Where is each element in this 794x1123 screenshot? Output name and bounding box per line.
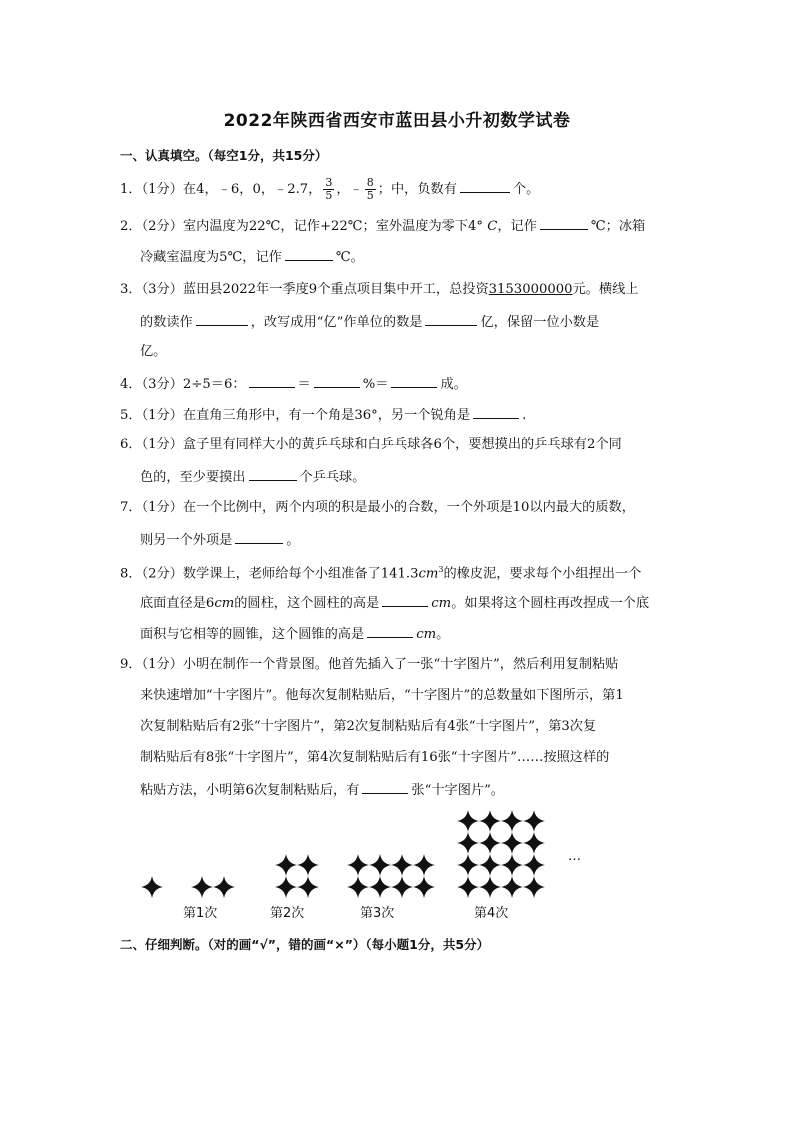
- answer-blank[interactable]: [425, 312, 477, 326]
- cross-image-icon: [457, 876, 479, 898]
- answer-blank[interactable]: [473, 405, 519, 419]
- question-8-line-2: 底面直径是6cm的圆柱，这个圆柱的高是 cm。如果将这个圆柱再改捏成一个底: [140, 593, 649, 613]
- cross-image-icon: [457, 832, 479, 854]
- question-9-line-1: 9．（1分）小明在制作一个背景图。他首先插入了一张“十字图片”，然后利用复制粘贴: [120, 657, 619, 672]
- cross-image-icon: [275, 876, 297, 898]
- figure-ellipsis: …: [568, 849, 581, 864]
- cross-image-icon: [347, 876, 369, 898]
- question-1: 1．（1分）在4，﹣6，0，﹣2.7， $\frac{3}{5}$ ，﹣ $\frac{8}{5}$ ；中，负数有 个。: [120, 176, 540, 202]
- figure-label-4: 第4次: [474, 906, 509, 921]
- cross-image-icon: [275, 854, 297, 876]
- figure-label-2: 第2次: [270, 906, 305, 921]
- answer-blank[interactable]: [460, 179, 510, 193]
- answer-blank[interactable]: [196, 312, 248, 326]
- cross-image-icon: [413, 876, 435, 898]
- answer-blank[interactable]: [367, 624, 413, 638]
- question-3-line-2: 的数读作 ，改写成用“亿”作单位的数是 亿，保留一位小数是: [140, 312, 599, 332]
- cross-image-icon: [479, 854, 501, 876]
- cross-image-icon: [457, 854, 479, 876]
- answer-blank[interactable]: [362, 780, 408, 794]
- fraction-8-5: $\frac{8}{5}$: [366, 176, 374, 202]
- cross-image-icon: [347, 854, 369, 876]
- section-2-heading: 二、仔细判断。（对的画“√”，错的画“×”）（每小题1分，共5分）: [120, 937, 490, 952]
- cross-image-icon: [369, 876, 391, 898]
- cross-image-icon: [391, 854, 413, 876]
- question-5: 5．（1分）在直角三角形中，有一个角是36°，另一个锐角是 .: [120, 405, 526, 425]
- question-3-line-1: 3．（3分）蓝田县2022年一季度9个重点项目集中开工，总投资3153000000元。横线上: [120, 282, 639, 297]
- cross-image-icon: [479, 876, 501, 898]
- cross-images: [141, 810, 545, 898]
- cross-image-icon: [213, 876, 235, 898]
- cross-pattern-figure: [138, 805, 588, 930]
- q1-text: 1．（1分）在4，﹣6，0，﹣2.7，: [120, 182, 322, 197]
- question-9-line-3: 次复制粘贴后有2张“十字图片”，第2次复制粘贴后有4张“十字图片”，第3次复: [140, 719, 597, 734]
- answer-blank[interactable]: [235, 530, 283, 544]
- cross-image-icon: [413, 854, 435, 876]
- cross-image-icon: [369, 854, 391, 876]
- cross-image-icon: [141, 876, 163, 898]
- question-8-line-1: 8．（2分）数学课上，老师给每个小组准备了$141.3cm^3$的橡皮泥，要求每个小组捏出一个: [120, 565, 642, 582]
- question-2-line-2: 冷藏室温度为5℃，记作 ℃。: [140, 247, 364, 267]
- question-7-line-1: 7．（1分）在一个比例中，两个内项的积是最小的合数，一个外项是10以内最大的质数，: [120, 500, 635, 515]
- question-3-line-3: 亿。: [140, 344, 167, 359]
- question-7-line-2: 则另一个外项是 。: [140, 530, 300, 550]
- question-6-line-2: 色的，至少要摸出 个乒乓球。: [140, 467, 365, 487]
- cross-image-icon: [501, 854, 523, 876]
- cross-image-icon: [523, 876, 545, 898]
- answer-blank[interactable]: [540, 216, 588, 230]
- question-9-line-5: 粘贴方法，小明第6次复制粘贴后，有 张“十字图片”。: [140, 780, 504, 800]
- answer-blank[interactable]: [382, 593, 428, 607]
- cross-image-icon: [479, 810, 501, 832]
- question-9-line-4: 制粘贴后有8张“十字图片”，第4次复制粘贴后有16张“十字图片”……按照这样的: [140, 750, 610, 765]
- cross-image-icon: [191, 876, 213, 898]
- section-1-heading: 一、认真填空。（每空1分，共15分）: [120, 148, 328, 163]
- question-4: 4．（3分）2÷5＝6： ＝ %＝ 成。: [120, 374, 467, 394]
- cross-image-icon: [501, 876, 523, 898]
- fraction-3-5: $\frac{3}{5}$: [325, 176, 333, 202]
- question-6-line-1: 6．（1分）盒子里有同样大小的黄乒乓球和白乒乓球各6个，要想摸出的乒乓球有2个同: [120, 437, 622, 452]
- cross-image-icon: [523, 854, 545, 876]
- cross-image-icon: [457, 810, 479, 832]
- cross-image-icon: [523, 810, 545, 832]
- figure-label-3: 第3次: [360, 906, 395, 921]
- question-9-line-2: 来快速增加“十字图片”。他每次复制粘贴后，“十字图片”的总数量如下图所示，第1: [140, 688, 624, 703]
- figure-label-1: 第1次: [183, 906, 218, 921]
- question-8-line-3: 面积与它相等的圆锥，这个圆锥的高是 cm。: [140, 624, 449, 644]
- cross-image-icon: [523, 832, 545, 854]
- page-title: 2022年陕西省西安市蓝田县小升初数学试卷: [223, 111, 571, 131]
- question-2-line-1: 2．（2分）室内温度为22℃，记作+22℃；室外温度为零下4° C，记作 ℃；冰箱: [120, 216, 645, 236]
- answer-blank[interactable]: [285, 247, 333, 261]
- cross-image-icon: [297, 876, 319, 898]
- cross-image-icon: [501, 832, 523, 854]
- cross-image-icon: [479, 832, 501, 854]
- cross-image-icon: [297, 854, 319, 876]
- answer-blank[interactable]: [249, 374, 295, 388]
- cross-image-icon: [391, 876, 413, 898]
- answer-blank[interactable]: [391, 374, 437, 388]
- answer-blank[interactable]: [249, 467, 297, 481]
- answer-blank[interactable]: [314, 374, 360, 388]
- underlined-number: 3153000000: [488, 282, 573, 297]
- cross-image-icon: [501, 810, 523, 832]
